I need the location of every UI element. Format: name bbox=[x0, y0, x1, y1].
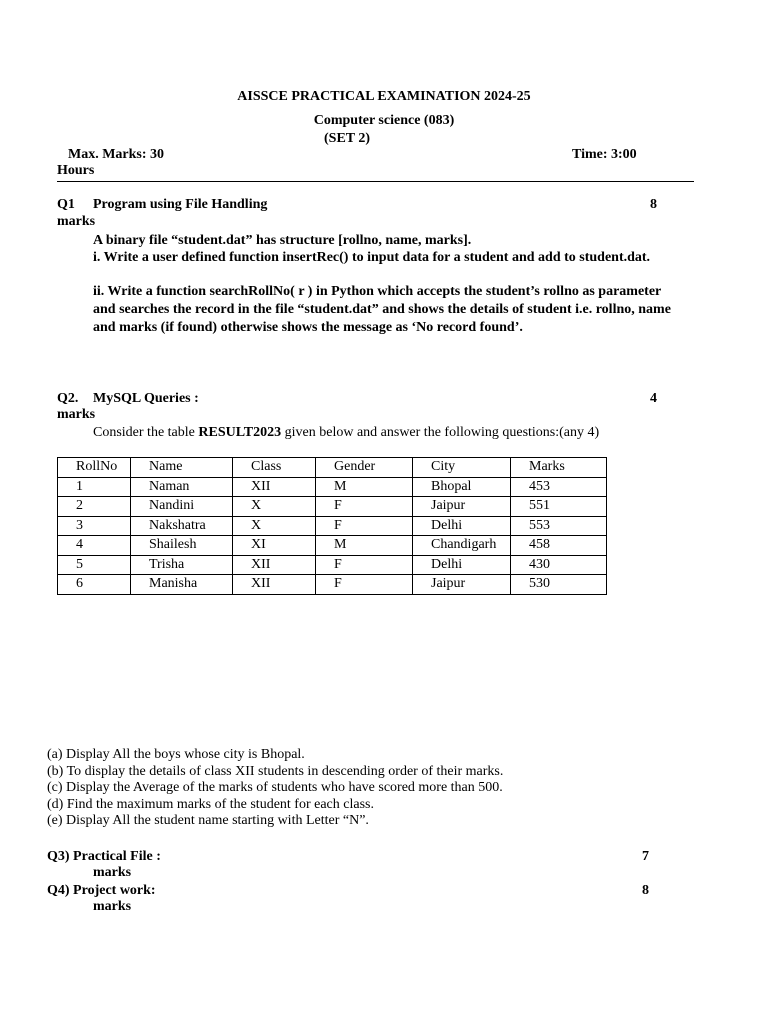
q1-line-3: ii. Write a function searchRollNo( r ) in Python which accepts the student’s rollno as parameter and searches the record in the file “student.dat” and shows the details of student i.e. rollno, name and marks (if found) otherwise shows the message as ‘No record found’. bbox=[93, 284, 671, 335]
table-row bbox=[58, 477, 607, 497]
table-cell: 2 bbox=[58, 497, 131, 517]
q2-label: Q2. bbox=[57, 391, 79, 406]
table-header-cell: Gender bbox=[316, 458, 413, 478]
result-table bbox=[57, 457, 607, 595]
list-item: (d) Find the maximum marks of the student for each class. bbox=[47, 796, 374, 812]
table-row bbox=[58, 555, 607, 575]
table-header-cell: City bbox=[413, 458, 511, 478]
max-marks: Max. Marks: 30 bbox=[68, 147, 165, 162]
table-cell: Manisha bbox=[131, 575, 233, 595]
table-row bbox=[58, 536, 607, 556]
table-cell: Nakshatra bbox=[131, 516, 233, 536]
table-cell: 530 bbox=[511, 575, 607, 595]
table-cell: M bbox=[316, 536, 413, 556]
q1-title: Program using File Handling bbox=[93, 197, 268, 212]
q2-marks-word: marks bbox=[57, 407, 96, 422]
q3-marks: 7 bbox=[642, 849, 649, 864]
table-cell: XII bbox=[233, 575, 316, 595]
q4-marks-word: marks bbox=[93, 899, 132, 914]
list-item: (a) Display All the boys whose city is Bhopal. bbox=[47, 747, 305, 762]
table-header-cell: RollNo bbox=[58, 458, 131, 478]
table-cell: 1 bbox=[58, 477, 131, 497]
list-item: (e) Display All the student name starting with Letter “N”. bbox=[47, 813, 369, 829]
q4-title: Q4) Project work: bbox=[47, 883, 156, 898]
table-cell: XII bbox=[233, 477, 316, 497]
q2-table-name: RESULT2023 bbox=[198, 425, 282, 440]
list-item: (b) To display the details of class XII students in descending order of their marks. bbox=[47, 763, 504, 779]
table-cell: Nandini bbox=[131, 497, 233, 517]
table-cell: Delhi bbox=[413, 555, 511, 575]
header-divider bbox=[57, 181, 694, 182]
table-cell: Jaipur bbox=[413, 497, 511, 517]
table-cell: F bbox=[316, 516, 413, 536]
q3-marks-word: marks bbox=[93, 865, 132, 880]
list-item: (c) Display the Average of the marks of students who have scored more than 500. bbox=[47, 780, 503, 796]
q2-parts-list bbox=[47, 747, 503, 830]
table-row bbox=[58, 497, 607, 517]
table-cell: 458 bbox=[511, 536, 607, 556]
table-cell: X bbox=[233, 516, 316, 536]
table-cell: Chandigarh bbox=[413, 536, 511, 556]
q4-marks: 8 bbox=[642, 883, 649, 898]
table-cell: 453 bbox=[511, 477, 607, 497]
table-cell: 6 bbox=[58, 575, 131, 595]
time-label: Time: 3:00 bbox=[572, 147, 637, 162]
table-cell: 430 bbox=[511, 555, 607, 575]
subject-line: Computer science (083) bbox=[313, 113, 455, 128]
table-cell: F bbox=[316, 575, 413, 595]
table-row bbox=[58, 575, 607, 595]
table-cell: 551 bbox=[511, 497, 607, 517]
q1-label: Q1 bbox=[57, 197, 75, 212]
q2-intro-after: given below and answer the following questions:(any 4) bbox=[281, 425, 600, 440]
table-header-cell: Name bbox=[131, 458, 233, 478]
q1-marks: 8 bbox=[650, 197, 657, 212]
table-cell: F bbox=[316, 555, 413, 575]
table-cell: XII bbox=[233, 555, 316, 575]
q2-intro bbox=[93, 424, 599, 441]
q2-marks: 4 bbox=[650, 391, 657, 406]
table-cell: Delhi bbox=[413, 516, 511, 536]
table-cell: Shailesh bbox=[131, 536, 233, 556]
table-cell: Trisha bbox=[131, 555, 233, 575]
table-header-row bbox=[58, 458, 607, 478]
table-cell: M bbox=[316, 477, 413, 497]
q1-line-2: i. Write a user defined function insertRec() to input data for a student and add to student.dat. bbox=[93, 250, 651, 265]
q1-marks-word: marks bbox=[57, 214, 96, 229]
table-cell: F bbox=[316, 497, 413, 517]
table-cell: 5 bbox=[58, 555, 131, 575]
table-cell: X bbox=[233, 497, 316, 517]
time-unit: Hours bbox=[57, 163, 95, 178]
q2-title: MySQL Queries : bbox=[93, 391, 199, 406]
q3-title: Q3) Practical File : bbox=[47, 849, 161, 864]
table-row bbox=[58, 516, 607, 536]
table-header-cell: Class bbox=[233, 458, 316, 478]
exam-title: AISSCE PRACTICAL EXAMINATION 2024-25 bbox=[237, 89, 531, 104]
table-header-cell: Marks bbox=[511, 458, 607, 478]
table-cell: XI bbox=[233, 536, 316, 556]
q2-intro-before: Consider the table bbox=[93, 425, 199, 440]
table-cell: 4 bbox=[58, 536, 131, 556]
table-cell: Bhopal bbox=[413, 477, 511, 497]
table-cell: Jaipur bbox=[413, 575, 511, 595]
q1-line-1: A binary file “student.dat” has structure [rollno, name, marks]. bbox=[93, 233, 472, 248]
table-cell: 3 bbox=[58, 516, 131, 536]
table-cell: Naman bbox=[131, 477, 233, 497]
table-cell: 553 bbox=[511, 516, 607, 536]
set-label: (SET 2) bbox=[324, 131, 371, 146]
